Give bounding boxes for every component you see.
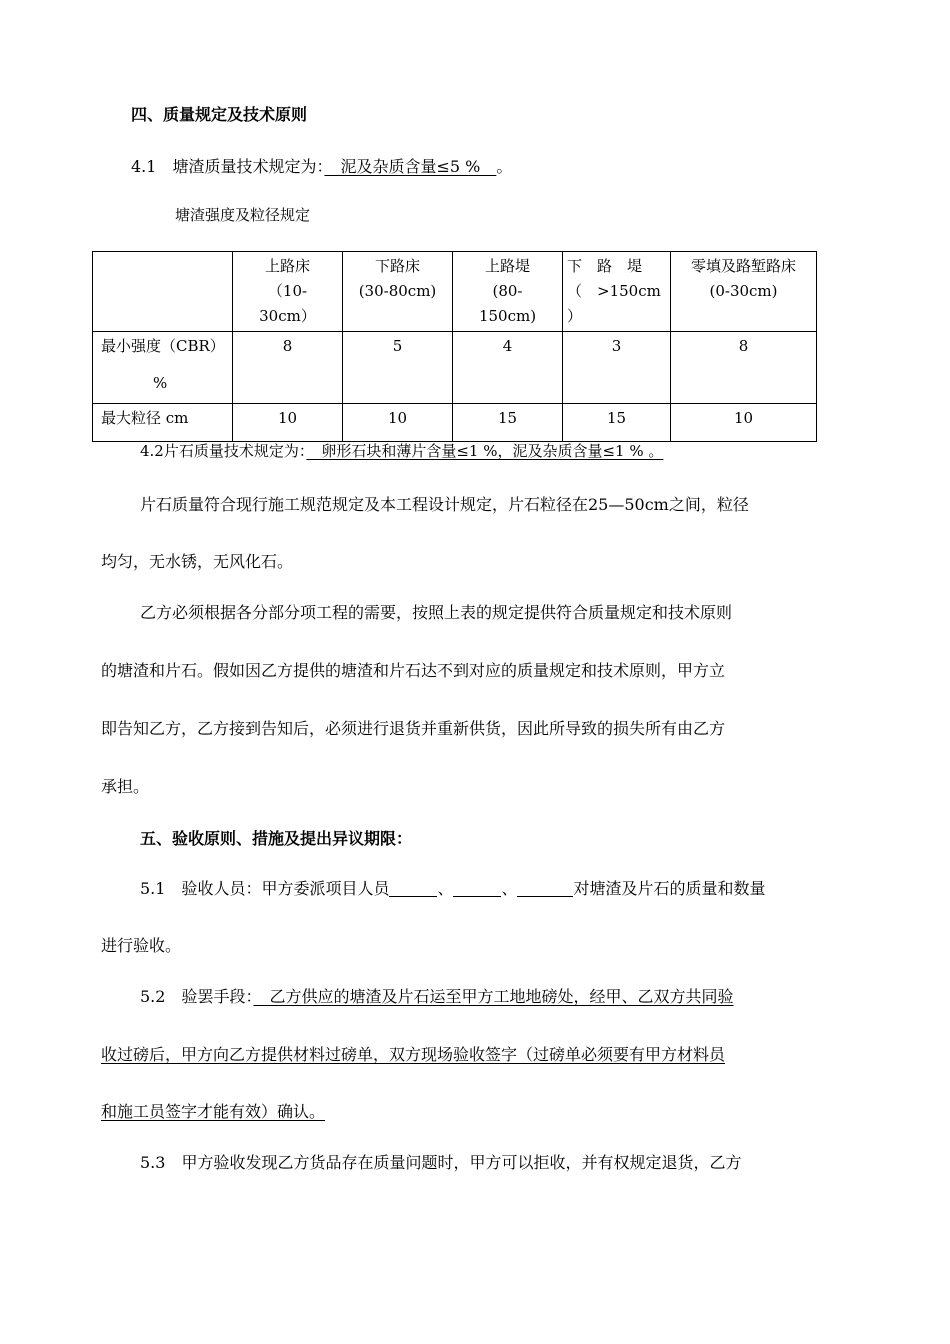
blank-field [389,880,437,897]
paragraph-line: 均匀，无水锈，无风化石。 [101,552,294,571]
item-4-1-prefix: 4.1 塘渣质量技术规定为： [131,157,325,176]
item-5-3: 5.3 甲方验收发现乙方货品存在质量问题时，甲方可以拒收，并有权规定退货，乙方 [140,1153,742,1172]
item-4-1 [131,154,512,177]
table-cell: 4 [453,332,563,404]
item-4-2-prefix: 4.2片石质量技术规定为： [140,442,307,460]
table-cell: 5 [343,332,453,404]
table-header-cell: 上路床 （10- 30cm） [233,252,343,332]
item-4-2-value: 卵形石块和薄片含量≤1 %，泥及杂质含量≤1 % 。 [306,442,664,460]
section5-heading: 五、验收原则、措施及提出异议期限： [140,829,413,848]
table-cell: 15 [563,404,671,442]
item-5-1-suffix: 对塘渣及片石的质量和数量 [573,879,766,898]
section4-heading: 四、质量规定及技术原则 [131,105,308,124]
item-5-2-line: 收过磅后，甲方向乙方提供材料过磅单，双方现场验收签字（过磅单必须要有甲方材料员 [101,1045,726,1064]
table-cell: 15 [453,404,563,442]
table-cell: 10 [671,404,817,442]
item-5-2 [140,984,733,1007]
table-header-row [93,252,817,332]
table-cell: 10 [343,404,453,442]
paragraph-line: 乙方必须根据各分部分项工程的需要，按照上表的规定提供符合质量规定和技术原则 [140,603,733,622]
paragraph-line: 承担。 [101,777,150,796]
blank-field [453,880,501,897]
spec-table [92,251,817,442]
blank-field [517,880,573,897]
paragraph-line: 的塘渣和片石。假如因乙方提供的塘渣和片石达不到对应的质量规定和技术原则，甲方立 [101,661,726,680]
table-row [93,332,817,404]
table-header-cell: 下 路 堤 （ >150cm ） [563,252,671,332]
paragraph-line: 即告知乙方，乙方接到告知后，必须进行退货并重新供货，因此所导致的损失所有由乙方 [101,719,726,738]
table-caption: 塘渣强度及粒径规定 [175,206,311,224]
table-header-empty [93,252,233,332]
item-5-2-text: 乙方供应的塘渣及片石运至甲方工地地磅处，经甲、乙双方共同验 [253,987,734,1006]
item-5-1: 5.1 验收人员：甲方委派项目人员 、 、 对塘渣及片石的质量和数量 [140,879,766,898]
table-header-cell: 零填及路堑路床 (0-30cm) [671,252,817,332]
table-header-cell: 上路堤 (80- 150cm) [453,252,563,332]
paragraph-line: 进行验收。 [101,936,182,955]
item-5-1-prefix: 5.1 验收人员：甲方委派项目人员 [140,879,390,898]
table-row-label: 最小强度（CBR） % [93,332,233,404]
table-cell: 8 [671,332,817,404]
table-cell: 3 [563,332,671,404]
item-4-1-value: 泥及杂质含量≤5 % [324,157,497,176]
table-cell: 8 [233,332,343,404]
table-row-label: 最大粒径 cm [93,404,233,442]
table-header-cell: 下路床 (30-80cm) [343,252,453,332]
table-row [93,404,817,442]
table-cell: 10 [233,404,343,442]
paragraph-line: 片石质量符合现行施工规范规定及本工程设计规定，片石粒径在25—50cm之间，粒径 [140,495,749,514]
item-5-2-line: 和施工员签字才能有效）确认。 [101,1102,326,1121]
item-4-2 [140,440,663,461]
item-5-2-prefix: 5.2 验罢手段： [140,987,254,1006]
item-4-1-suffix: 。 [496,157,513,176]
